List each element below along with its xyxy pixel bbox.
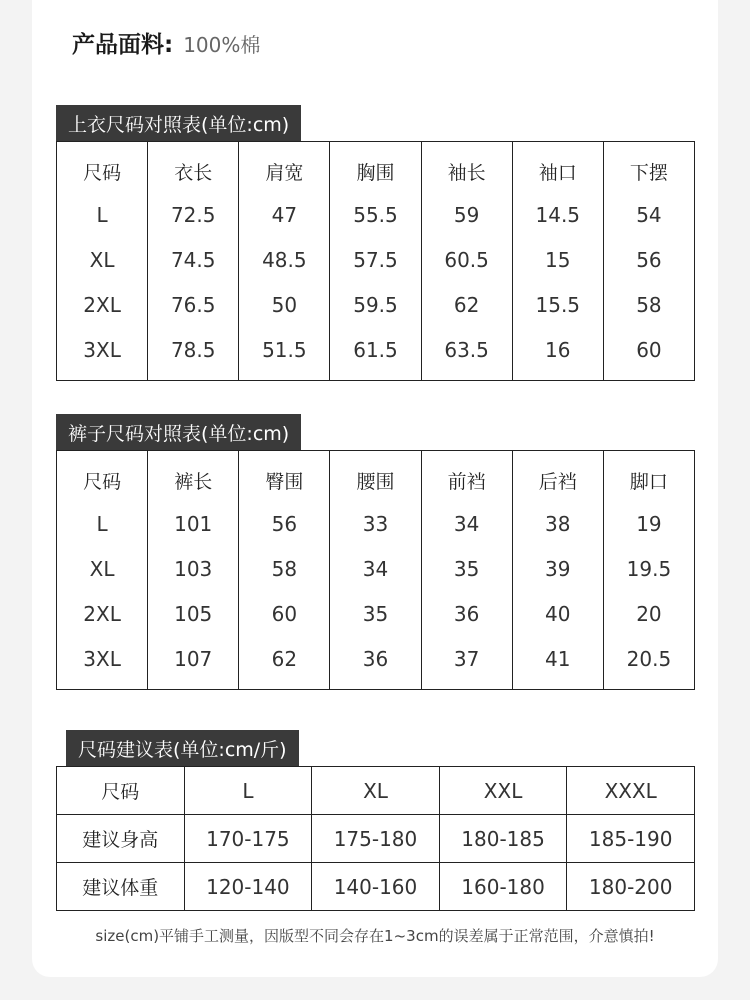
header-cell: 尺码 (57, 767, 185, 815)
table-cell: 50 (239, 290, 330, 335)
table-cell: 170-175 (184, 815, 312, 863)
header-cell: 后裆 (512, 451, 603, 510)
table-cell: 15 (512, 245, 603, 290)
table-cell: 72.5 (148, 200, 239, 245)
table-cell: 107 (148, 644, 239, 690)
table-cell: 48.5 (239, 245, 330, 290)
table-cell: 38 (512, 509, 603, 554)
header-cell: 腰围 (330, 451, 421, 510)
table-cell: 59 (421, 200, 512, 245)
table-cell: 34 (330, 554, 421, 599)
table-row (57, 815, 695, 863)
top-table-title: 上衣尺码对照表(单位:cm) (56, 105, 301, 141)
table-cell: 62 (239, 644, 330, 690)
table-cell: 60.5 (421, 245, 512, 290)
table-cell: 180-185 (439, 815, 567, 863)
header-cell: 前裆 (421, 451, 512, 510)
table-cell: L (96, 512, 108, 536)
table-cell: 63.5 (421, 335, 512, 381)
table-row (57, 509, 695, 554)
header-cell: 裤长 (148, 451, 239, 510)
table-cell: 140-160 (312, 863, 440, 911)
table-cell: 60 (239, 599, 330, 644)
table-cell: 35 (421, 554, 512, 599)
table-cell: 54 (603, 200, 694, 245)
table-row (57, 644, 695, 690)
table-cell: 101 (148, 509, 239, 554)
header-cell: 脚口 (603, 451, 694, 510)
table-cell: 105 (148, 599, 239, 644)
table-cell: 55.5 (330, 200, 421, 245)
table-cell: 37 (421, 644, 512, 690)
table-cell: 56 (603, 245, 694, 290)
table-cell: 74.5 (148, 245, 239, 290)
table-cell: 3XL (83, 338, 121, 362)
table-cell: 62 (421, 290, 512, 335)
table-cell: 58 (239, 554, 330, 599)
table-cell: 58 (603, 290, 694, 335)
measurement-note: size(cm)平铺手工测量，因版型不同会存在1~3cm的误差属于正常范围，介意慎拍! (95, 927, 655, 945)
table-cell: L (96, 203, 108, 227)
table-cell: 36 (421, 599, 512, 644)
table-cell: XL (89, 557, 115, 581)
table-cell: 57.5 (330, 245, 421, 290)
table-cell: 3XL (83, 647, 121, 671)
header-cell: 尺码 (83, 161, 122, 184)
table-cell: 20.5 (603, 644, 694, 690)
table-cell: 2XL (83, 602, 121, 626)
table-cell: 14.5 (512, 200, 603, 245)
pants-table-title: 裤子尺码对照表(单位:cm) (56, 414, 301, 450)
material-line (72, 26, 260, 60)
table-cell: 35 (330, 599, 421, 644)
table-cell: 120-140 (184, 863, 312, 911)
table-cell: 15.5 (512, 290, 603, 335)
table-header-row (57, 767, 695, 815)
material-label: 产品面料: (72, 32, 174, 58)
table-cell: 78.5 (148, 335, 239, 381)
table-header-row (57, 142, 695, 201)
table-cell: 19 (603, 509, 694, 554)
header-cell: 肩宽 (239, 142, 330, 201)
table-cell: 56 (239, 509, 330, 554)
row-label: 建议体重 (57, 863, 185, 911)
material-value: 100%棉 (183, 33, 261, 57)
header-cell: XXL (439, 767, 567, 815)
recommend-table (56, 766, 695, 911)
table-cell: 41 (512, 644, 603, 690)
table-cell: XL (89, 248, 115, 272)
table-cell: 175-180 (312, 815, 440, 863)
header-cell: 衣长 (148, 142, 239, 201)
header-cell: L (184, 767, 312, 815)
table-cell: 59.5 (330, 290, 421, 335)
recommend-table-title: 尺码建议表(单位:cm/斤) (66, 730, 299, 766)
header-cell: XXXL (567, 767, 695, 815)
table-row (57, 599, 695, 644)
table-row (57, 245, 695, 290)
table-cell: 47 (239, 200, 330, 245)
table-row (57, 554, 695, 599)
table-row (57, 863, 695, 911)
table-cell: 61.5 (330, 335, 421, 381)
header-cell: 尺码 (83, 470, 122, 493)
top-size-table (56, 141, 695, 381)
table-cell: 76.5 (148, 290, 239, 335)
table-cell: 185-190 (567, 815, 695, 863)
header-cell: 下摆 (603, 142, 694, 201)
table-row (57, 335, 695, 381)
row-label: 建议身高 (57, 815, 185, 863)
header-cell: 臀围 (239, 451, 330, 510)
table-cell: 33 (330, 509, 421, 554)
table-cell: 51.5 (239, 335, 330, 381)
table-cell: 160-180 (439, 863, 567, 911)
table-row (57, 290, 695, 335)
table-cell: 103 (148, 554, 239, 599)
table-cell: 36 (330, 644, 421, 690)
table-row (57, 200, 695, 245)
header-cell: 袖长 (421, 142, 512, 201)
table-cell: 60 (603, 335, 694, 381)
table-cell: 180-200 (567, 863, 695, 911)
table-cell: 39 (512, 554, 603, 599)
table-cell: 2XL (83, 293, 121, 317)
table-cell: 16 (512, 335, 603, 381)
header-cell: 袖口 (512, 142, 603, 201)
table-cell: 20 (603, 599, 694, 644)
header-cell: 胸围 (330, 142, 421, 201)
table-cell: 34 (421, 509, 512, 554)
table-header-row (57, 451, 695, 510)
pants-size-table (56, 450, 695, 690)
header-cell: XL (312, 767, 440, 815)
table-cell: 19.5 (603, 554, 694, 599)
table-cell: 40 (512, 599, 603, 644)
